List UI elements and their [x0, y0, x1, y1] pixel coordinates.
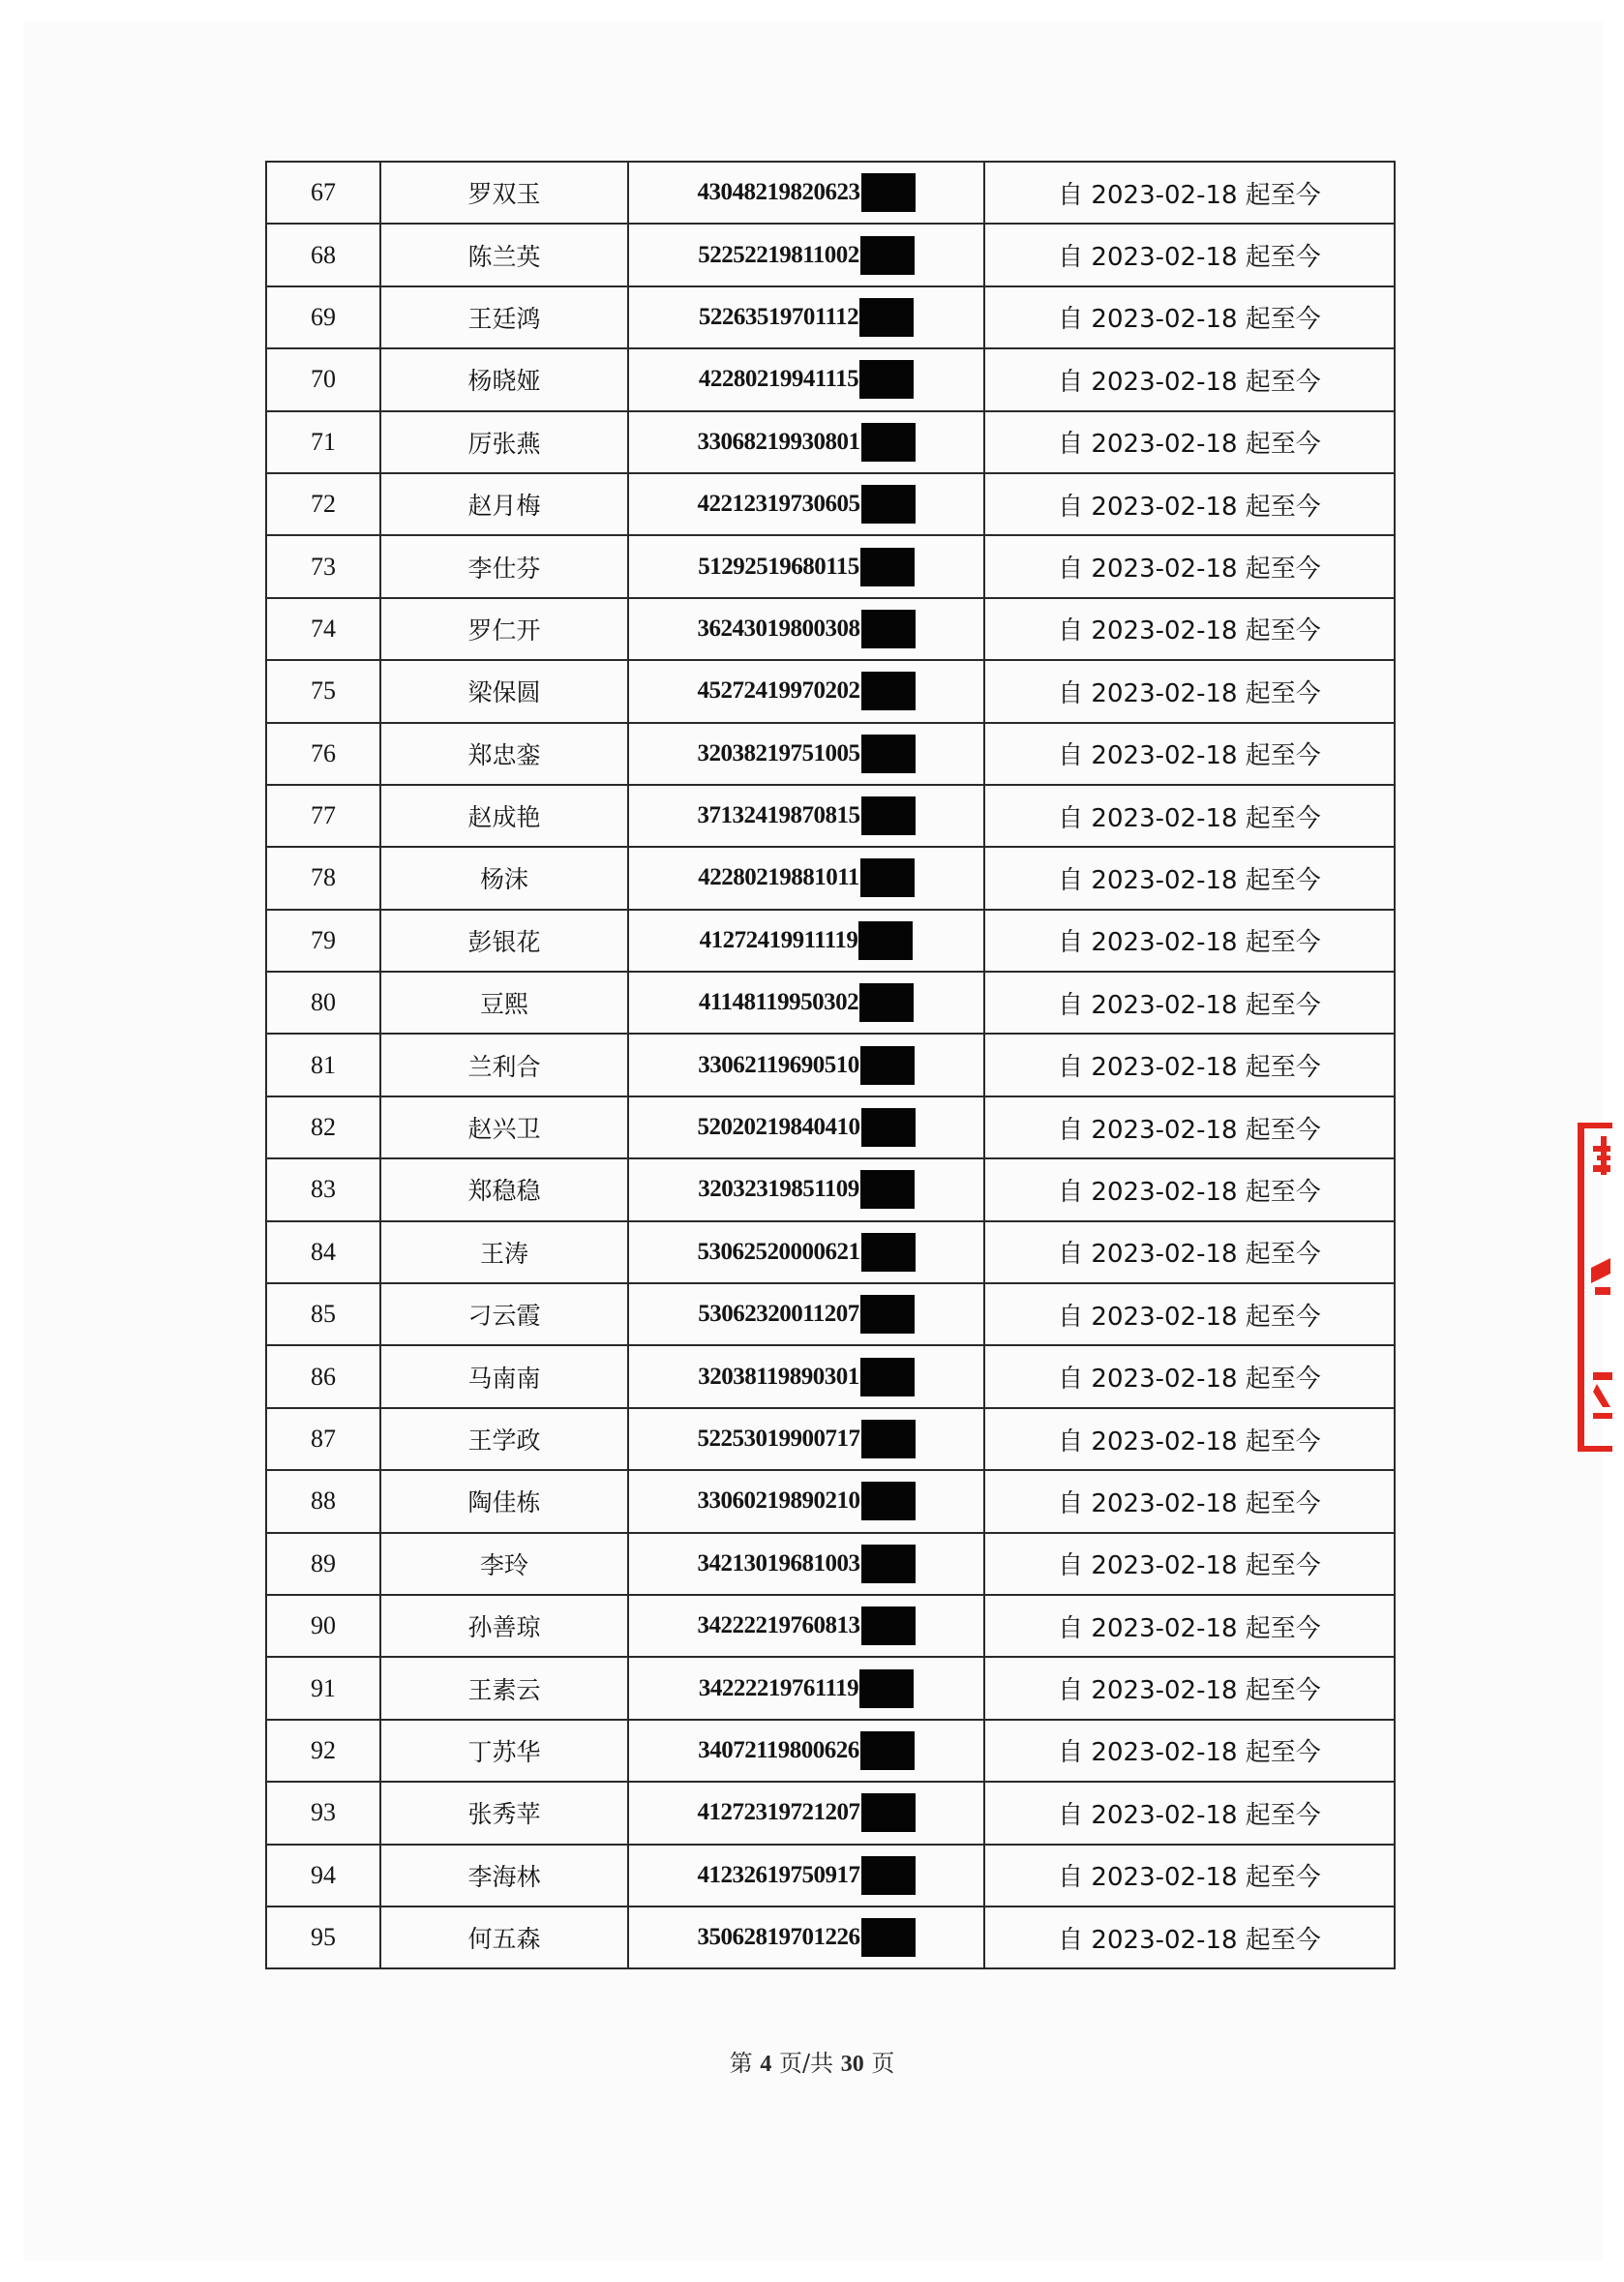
seal-glyph-1	[1593, 1136, 1610, 1175]
id-number-visible-digits: 43048219820623	[697, 179, 860, 206]
redaction-block	[860, 548, 915, 586]
redaction-block	[861, 1545, 916, 1583]
redaction-block	[859, 298, 914, 337]
row-index: 68	[266, 224, 380, 285]
row-index: 70	[266, 348, 380, 410]
row-id-number	[628, 1657, 984, 1719]
table-row	[266, 598, 1395, 660]
redaction-block	[861, 1420, 916, 1458]
id-number-wrap	[698, 1358, 915, 1396]
row-index: 91	[266, 1657, 380, 1719]
id-number-visible-digits: 34222219761119	[698, 1674, 859, 1701]
row-period: 自 2023-02-18 起至今	[984, 847, 1395, 909]
table-row	[266, 1595, 1395, 1657]
id-number-visible-digits: 53062520000621	[697, 1238, 860, 1265]
row-name: 兰利合	[380, 1034, 628, 1096]
row-id-number	[628, 1345, 984, 1407]
id-number-wrap	[698, 1731, 915, 1770]
row-name: 何五森	[380, 1907, 628, 1968]
row-index: 74	[266, 598, 380, 660]
row-name: 杨晓娅	[380, 348, 628, 410]
row-name: 罗双玉	[380, 162, 628, 224]
seal-glyph-3	[1593, 1372, 1612, 1419]
row-index: 92	[266, 1720, 380, 1782]
row-index: 95	[266, 1907, 380, 1968]
row-period: 自 2023-02-18 起至今	[984, 411, 1395, 473]
seal-edge-bottom	[1578, 1446, 1612, 1452]
id-number-visible-digits: 53062320011207	[698, 1301, 859, 1328]
id-number-wrap	[698, 1233, 916, 1272]
redaction-block	[860, 1358, 915, 1396]
redaction-block	[860, 1295, 915, 1334]
row-id-number	[628, 1533, 984, 1595]
redaction-block	[861, 735, 916, 773]
redaction-block	[860, 858, 915, 897]
row-name: 杨沫	[380, 847, 628, 909]
redaction-block	[860, 1731, 915, 1770]
row-period: 自 2023-02-18 起至今	[984, 1221, 1395, 1283]
id-number-wrap	[699, 983, 914, 1022]
row-id-number	[628, 1845, 984, 1907]
table-row	[266, 411, 1395, 473]
row-index: 78	[266, 847, 380, 909]
row-name: 赵成艳	[380, 785, 628, 847]
row-name: 郑忠銮	[380, 723, 628, 785]
id-number-wrap	[699, 360, 914, 399]
id-number-visible-digits: 32038219751005	[697, 739, 860, 766]
seal-edge-top	[1578, 1123, 1612, 1128]
id-number-visible-digits: 34213019681003	[697, 1549, 860, 1576]
table-row	[266, 473, 1395, 535]
footer-total-pages: 30	[840, 2052, 864, 2077]
id-number-wrap	[698, 1108, 916, 1147]
row-name: 李仕芬	[380, 535, 628, 597]
id-number-visible-digits: 33062119690510	[698, 1051, 859, 1078]
row-index: 77	[266, 785, 380, 847]
id-number-visible-digits: 32038119890301	[698, 1363, 859, 1390]
id-number-visible-digits: 42212319730605	[697, 491, 860, 518]
row-id-number	[628, 1720, 984, 1782]
footer-current-page: 4	[760, 2052, 772, 2077]
table-row	[266, 972, 1395, 1034]
id-number-visible-digits: 34222219760813	[697, 1612, 860, 1639]
row-name: 赵兴卫	[380, 1096, 628, 1158]
row-index: 88	[266, 1470, 380, 1532]
row-index: 69	[266, 286, 380, 348]
id-number-wrap	[698, 858, 915, 897]
row-period: 自 2023-02-18 起至今	[984, 1096, 1395, 1158]
id-number-wrap	[698, 735, 916, 773]
footer-suffix: 页	[871, 2050, 895, 2077]
table-row	[266, 785, 1395, 847]
row-id-number	[628, 1907, 984, 1968]
row-id-number	[628, 224, 984, 285]
table-row	[266, 660, 1395, 722]
row-id-number	[628, 598, 984, 660]
table-row	[266, 1720, 1395, 1782]
id-number-visible-digits: 42280219941115	[698, 366, 859, 393]
row-id-number	[628, 1470, 984, 1532]
row-name: 王素云	[380, 1657, 628, 1719]
id-number-visible-digits: 34072119800626	[698, 1736, 859, 1763]
row-id-number	[628, 723, 984, 785]
row-index: 79	[266, 910, 380, 972]
redaction-block	[858, 921, 913, 960]
redaction-block	[861, 610, 916, 648]
row-id-number	[628, 473, 984, 535]
id-number-wrap	[698, 1420, 916, 1458]
row-id-number	[628, 1158, 984, 1220]
row-id-number	[628, 847, 984, 909]
redaction-block	[861, 1793, 916, 1832]
footer-middle: 页/共	[778, 2050, 834, 2077]
row-period: 自 2023-02-18 起至今	[984, 1345, 1395, 1407]
row-index: 84	[266, 1221, 380, 1283]
row-period: 自 2023-02-18 起至今	[984, 1720, 1395, 1782]
table-row	[266, 1221, 1395, 1283]
records-table	[265, 161, 1396, 1969]
table-row	[266, 910, 1395, 972]
row-index: 71	[266, 411, 380, 473]
table-row	[266, 162, 1395, 224]
redaction-block	[861, 1606, 916, 1645]
row-index: 90	[266, 1595, 380, 1657]
id-number-wrap	[698, 672, 916, 710]
redaction-block	[861, 672, 916, 710]
table-row	[266, 1782, 1395, 1844]
table-row	[266, 1907, 1395, 1968]
id-number-visible-digits: 51292519680115	[698, 553, 859, 580]
redaction-block	[861, 485, 916, 524]
redaction-block	[861, 173, 916, 212]
id-number-visible-digits: 52252219811002	[698, 241, 859, 268]
id-number-wrap	[698, 1545, 916, 1583]
row-period: 自 2023-02-18 起至今	[984, 1158, 1395, 1220]
row-period: 自 2023-02-18 起至今	[984, 348, 1395, 410]
id-number-visible-digits: 52253019900717	[697, 1426, 860, 1452]
row-period: 自 2023-02-18 起至今	[984, 660, 1395, 722]
id-number-visible-digits: 33060219890210	[697, 1487, 860, 1515]
page-footer	[0, 2044, 1624, 2078]
row-id-number	[628, 1408, 984, 1470]
table-row	[266, 1470, 1395, 1532]
table-row	[266, 1845, 1395, 1907]
row-index: 82	[266, 1096, 380, 1158]
redaction-block	[860, 236, 915, 275]
row-index: 72	[266, 473, 380, 535]
row-id-number	[628, 535, 984, 597]
row-index: 80	[266, 972, 380, 1034]
row-name: 王廷鸿	[380, 286, 628, 348]
table-row	[266, 1158, 1395, 1220]
row-index: 86	[266, 1345, 380, 1407]
row-id-number	[628, 910, 984, 972]
id-number-wrap	[698, 1046, 915, 1085]
table-row	[266, 1408, 1395, 1470]
row-id-number	[628, 785, 984, 847]
id-number-wrap	[698, 1295, 915, 1334]
row-period: 自 2023-02-18 起至今	[984, 224, 1395, 285]
id-number-visible-digits: 37132419870815	[697, 802, 860, 829]
row-index: 87	[266, 1408, 380, 1470]
row-period: 自 2023-02-18 起至今	[984, 286, 1395, 348]
row-period: 自 2023-02-18 起至今	[984, 1283, 1395, 1345]
row-name: 丁苏华	[380, 1720, 628, 1782]
row-index: 76	[266, 723, 380, 785]
id-number-visible-digits: 52020219840410	[697, 1114, 860, 1141]
row-name: 豆熙	[380, 972, 628, 1034]
table-row	[266, 348, 1395, 410]
row-index: 75	[266, 660, 380, 722]
id-number-wrap	[698, 485, 916, 524]
table-body	[266, 162, 1395, 1968]
row-index: 94	[266, 1845, 380, 1907]
id-number-visible-digits: 35062819701226	[697, 1924, 860, 1951]
row-index: 81	[266, 1034, 380, 1096]
row-id-number	[628, 1096, 984, 1158]
id-number-visible-digits: 33068219930801	[697, 428, 860, 455]
redaction-block	[861, 1918, 916, 1957]
row-period: 自 2023-02-18 起至今	[984, 1470, 1395, 1532]
id-number-wrap	[698, 1482, 916, 1520]
row-index: 85	[266, 1283, 380, 1345]
row-name: 马南南	[380, 1345, 628, 1407]
row-name: 孙善琼	[380, 1595, 628, 1657]
row-index: 93	[266, 1782, 380, 1844]
id-number-wrap	[698, 610, 916, 648]
row-name: 陶佳栋	[380, 1470, 628, 1532]
redaction-block	[861, 1108, 916, 1147]
redaction-block	[860, 1170, 915, 1209]
id-number-wrap	[698, 423, 916, 462]
row-name: 陈兰英	[380, 224, 628, 285]
row-period: 自 2023-02-18 起至今	[984, 1845, 1395, 1907]
row-id-number	[628, 411, 984, 473]
id-number-visible-digits: 36243019800308	[697, 615, 860, 642]
row-period: 自 2023-02-18 起至今	[984, 1595, 1395, 1657]
row-period: 自 2023-02-18 起至今	[984, 1533, 1395, 1595]
redaction-block	[859, 983, 914, 1022]
id-number-wrap	[698, 1606, 916, 1645]
redaction-block	[860, 1046, 915, 1085]
row-name: 王涛	[380, 1221, 628, 1283]
row-id-number	[628, 660, 984, 722]
id-number-wrap	[698, 1793, 916, 1832]
redaction-block	[861, 423, 916, 462]
table-row	[266, 1096, 1395, 1158]
redaction-block	[859, 360, 914, 399]
row-period: 自 2023-02-18 起至今	[984, 1408, 1395, 1470]
row-period: 自 2023-02-18 起至今	[984, 598, 1395, 660]
seal-stamp-fragment	[1574, 1123, 1616, 1452]
row-name: 王学政	[380, 1408, 628, 1470]
table-row	[266, 847, 1395, 909]
id-number-visible-digits: 45272419970202	[697, 677, 860, 705]
row-id-number	[628, 286, 984, 348]
row-name: 李海林	[380, 1845, 628, 1907]
row-name: 刁云霞	[380, 1283, 628, 1345]
redaction-block	[861, 1233, 916, 1272]
redaction-block	[861, 1482, 916, 1520]
id-number-wrap	[698, 1918, 916, 1957]
id-number-wrap	[698, 1856, 916, 1895]
row-period: 自 2023-02-18 起至今	[984, 1907, 1395, 1968]
row-index: 73	[266, 535, 380, 597]
row-name: 张秀苹	[380, 1782, 628, 1844]
table-row	[266, 224, 1395, 285]
table-row	[266, 286, 1395, 348]
row-period: 自 2023-02-18 起至今	[984, 162, 1395, 224]
id-number-wrap	[698, 796, 916, 835]
table-row	[266, 723, 1395, 785]
id-number-visible-digits: 41272319721207	[697, 1799, 860, 1826]
id-number-wrap	[699, 298, 914, 337]
row-id-number	[628, 1283, 984, 1345]
id-number-visible-digits: 52263519701112	[698, 303, 859, 330]
row-name: 梁保圆	[380, 660, 628, 722]
id-number-wrap	[698, 1170, 915, 1209]
id-number-visible-digits: 41232619750917	[697, 1861, 860, 1888]
row-index: 67	[266, 162, 380, 224]
row-period: 自 2023-02-18 起至今	[984, 535, 1395, 597]
row-id-number	[628, 1221, 984, 1283]
id-number-visible-digits: 32032319851109	[698, 1176, 859, 1203]
redaction-block	[861, 1856, 916, 1895]
table-row	[266, 535, 1395, 597]
row-id-number	[628, 1782, 984, 1844]
row-id-number	[628, 1034, 984, 1096]
row-id-number	[628, 162, 984, 224]
row-period: 自 2023-02-18 起至今	[984, 1782, 1395, 1844]
id-number-wrap	[700, 921, 914, 960]
row-period: 自 2023-02-18 起至今	[984, 910, 1395, 972]
id-number-visible-digits: 41272419911119	[699, 926, 858, 953]
redaction-block	[859, 1669, 914, 1708]
seal-edge	[1578, 1123, 1584, 1452]
id-number-visible-digits: 42280219881011	[698, 864, 859, 891]
row-index: 89	[266, 1533, 380, 1595]
row-name: 郑稳稳	[380, 1158, 628, 1220]
id-number-wrap	[699, 1669, 914, 1708]
id-number-visible-digits: 41148119950302	[698, 989, 859, 1016]
row-id-number	[628, 1595, 984, 1657]
row-period: 自 2023-02-18 起至今	[984, 1034, 1395, 1096]
row-index: 83	[266, 1158, 380, 1220]
seal-glyph-2	[1591, 1258, 1610, 1295]
table-row	[266, 1283, 1395, 1345]
row-name: 赵月梅	[380, 473, 628, 535]
row-period: 自 2023-02-18 起至今	[984, 785, 1395, 847]
row-id-number	[628, 972, 984, 1034]
id-number-wrap	[698, 173, 916, 212]
table-row	[266, 1533, 1395, 1595]
row-name: 彭银花	[380, 910, 628, 972]
row-period: 自 2023-02-18 起至今	[984, 1657, 1395, 1719]
table-row	[266, 1657, 1395, 1719]
id-number-wrap	[698, 548, 915, 586]
row-id-number	[628, 348, 984, 410]
footer-prefix: 第	[729, 2050, 753, 2077]
row-period: 自 2023-02-18 起至今	[984, 723, 1395, 785]
row-period: 自 2023-02-18 起至今	[984, 473, 1395, 535]
redaction-block	[861, 796, 916, 835]
row-name: 厉张燕	[380, 411, 628, 473]
table-row	[266, 1034, 1395, 1096]
row-period: 自 2023-02-18 起至今	[984, 972, 1395, 1034]
row-name: 李玲	[380, 1533, 628, 1595]
id-number-wrap	[698, 236, 915, 275]
row-name: 罗仁开	[380, 598, 628, 660]
table-row	[266, 1345, 1395, 1407]
